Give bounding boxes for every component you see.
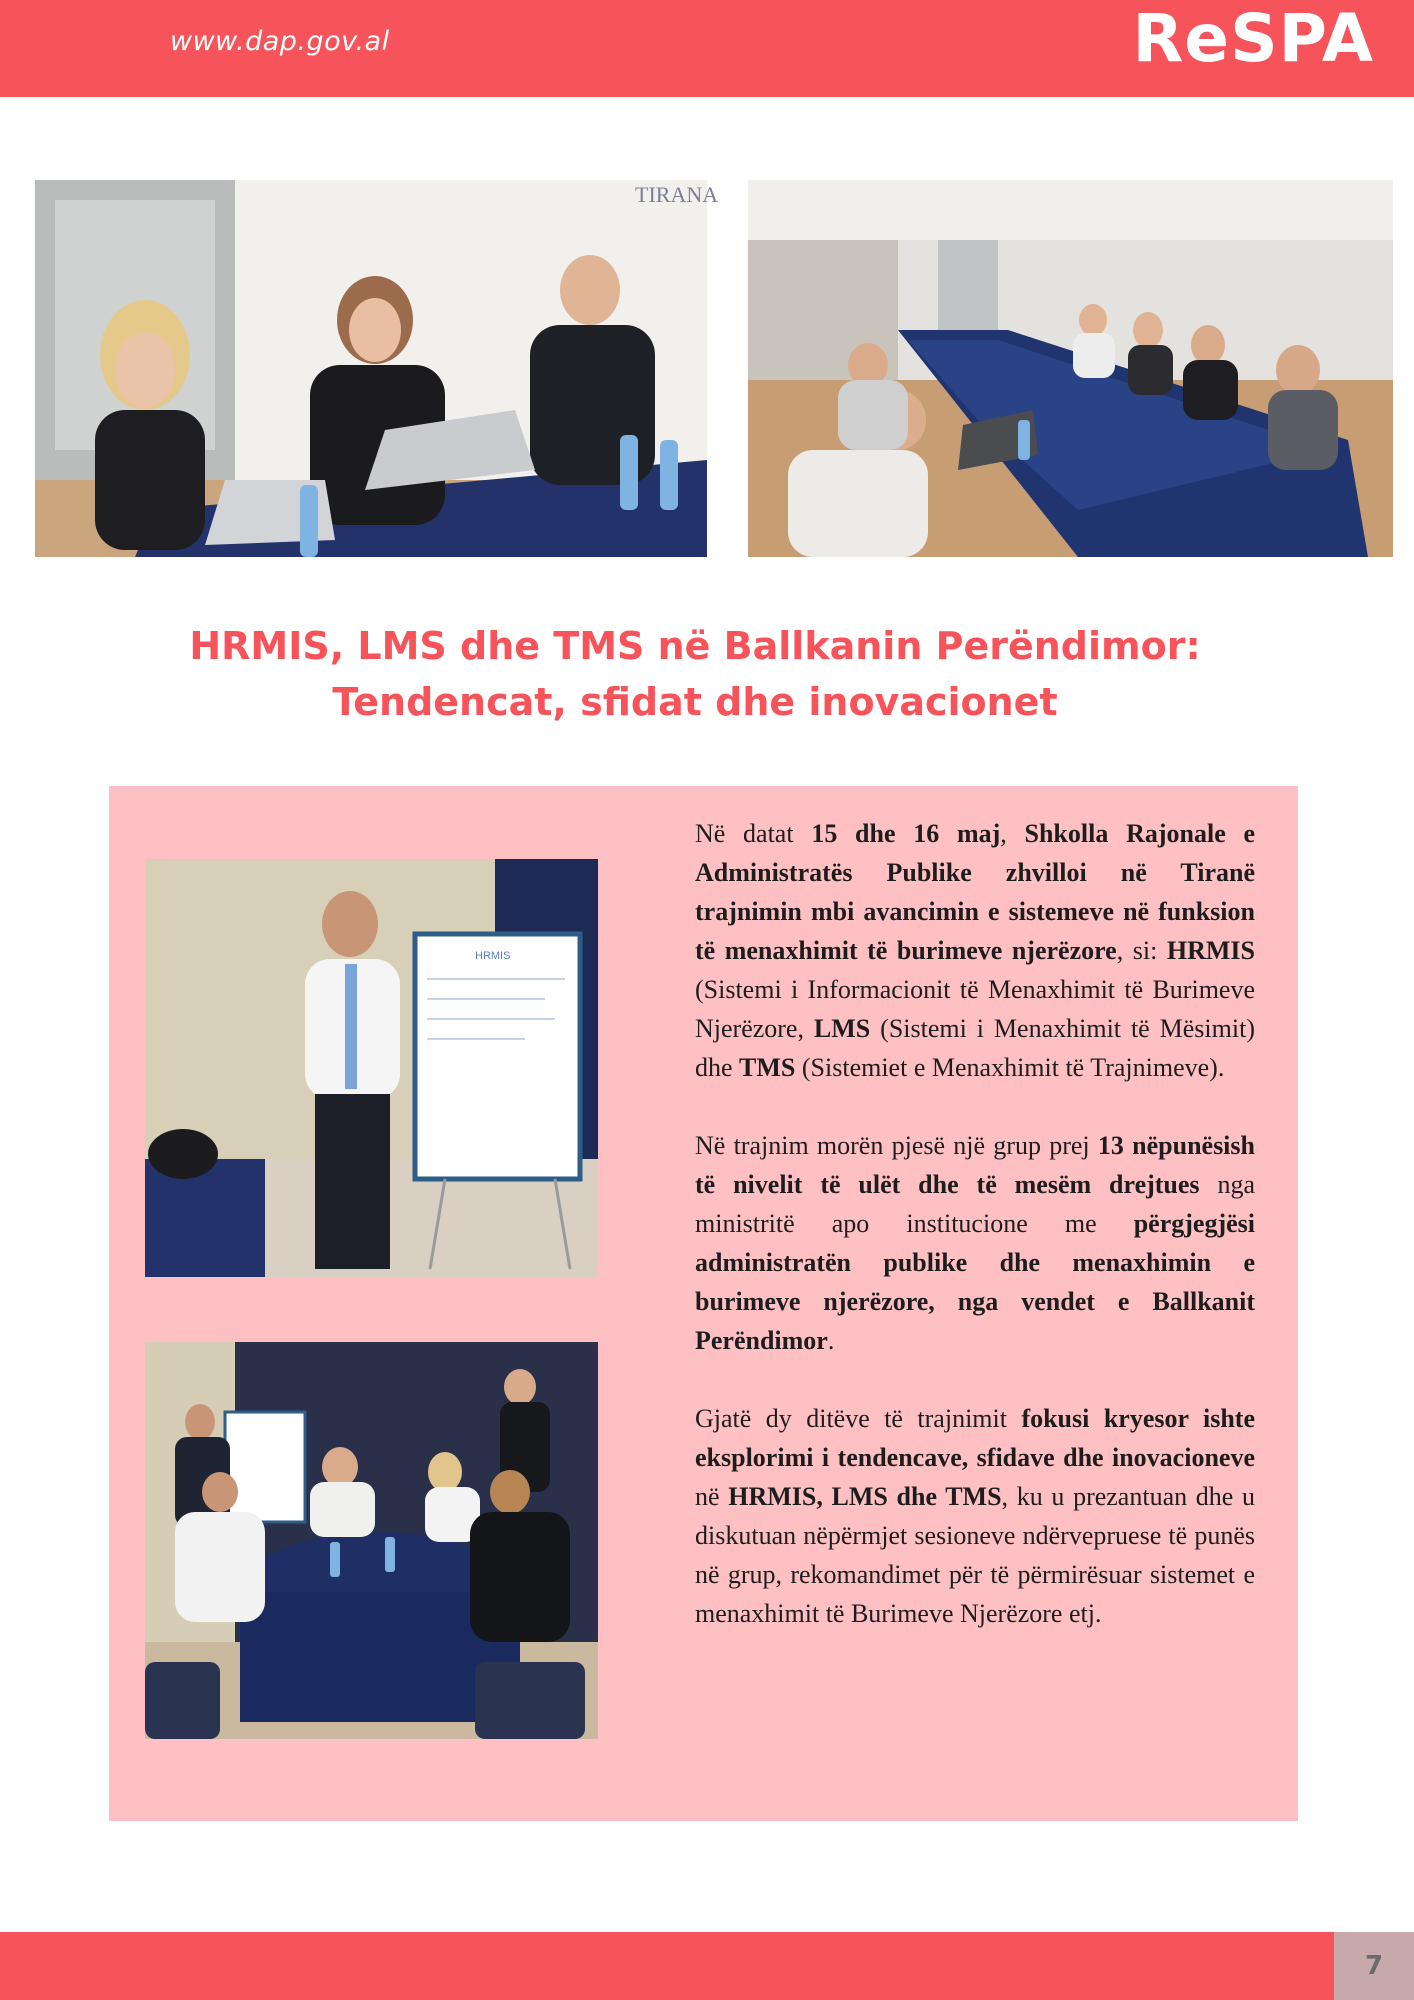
article-body (695, 814, 1255, 1672)
bold-text-run: HRMIS (1166, 936, 1255, 965)
text-run: , si: (1116, 936, 1167, 965)
title-line-1: HRMIS, LMS dhe TMS në Ballkanin Perëndimor: (189, 624, 1201, 668)
website-url[interactable]: www.dap.gov.al (170, 26, 390, 57)
text-run: Në trajnim morën pjesë një grup prej (695, 1131, 1098, 1160)
bold-text-run: 15 dhe 16 maj (811, 819, 1001, 848)
bold-text-run: 13 nëpunësish të nivelit të ulët dhe të mesëm drejtues (695, 1131, 1255, 1199)
text-run: . (827, 1326, 835, 1355)
bold-text-run: fokusi kryesor ishte eksplorimi i tendencave, sfidave dhe inovacioneve (695, 1404, 1256, 1472)
hotel-sign-text: TIRANA (635, 182, 719, 207)
text-run: nga ministritë apo institucione me (695, 1170, 1255, 1238)
text-run: (Sistemi i Informacionit të Menaxhimit të Burimeve Njerëzore, (695, 975, 1255, 1043)
brand-logo: ReSPA (1132, 0, 1374, 77)
page-number: 7 (1364, 1951, 1384, 1981)
footer-bar (0, 1932, 1414, 2000)
title-line-2: Tendencat, sfidat dhe inovacionet (332, 680, 1058, 724)
flipchart-text: HRMIS (475, 950, 511, 962)
text-run: (Sistemi i Menaxhimit të Mësimit) dhe (695, 1014, 1255, 1082)
text-run: , ku u prezantuan dhe u diskutuan nëpërmjet sesioneve ndërvepruese të punës në grup, rekomandimet për të përmirësuar sistemet e menaxhimit të Burimeve Njerëzore etj. (695, 1482, 1255, 1628)
text-run: , (1000, 819, 1025, 848)
article-title (100, 618, 1290, 730)
photo-panel-discussion (35, 180, 719, 557)
photo-trainer-flipchart (145, 859, 598, 1277)
header-bar (0, 0, 1414, 97)
photo-conference-room (748, 180, 1393, 557)
article-paragraph-1 (695, 814, 1255, 1087)
text-run: në (695, 1482, 729, 1511)
bold-text-run: TMS (739, 1053, 796, 1082)
bold-text-run: përgjegjësi administratën publike dhe menaxhimin e burimeve njerëzore, nga vendet e Ballkanit Perëndimor (695, 1209, 1255, 1355)
photo-group-roundtable (145, 1342, 598, 1739)
text-run: (Sistemiet e Menaxhimit të Trajnimeve). (795, 1053, 1225, 1082)
article-paragraph-2 (695, 1126, 1255, 1360)
bold-text-run: Shkolla Rajonale e Administratës Publike zhvilloi në Tiranë trajnimin mbi avancimin e sistemeve në funksion të menaxhimit të burimeve njerëzore (695, 819, 1256, 965)
text-run: Në datat (695, 819, 812, 848)
bold-text-run: LMS (813, 1014, 871, 1043)
text-run: Gjatë dy ditëve të trajnimit (695, 1404, 1022, 1433)
bold-text-run: HRMIS, LMS dhe TMS (728, 1482, 1002, 1511)
article-paragraph-3 (695, 1399, 1255, 1633)
